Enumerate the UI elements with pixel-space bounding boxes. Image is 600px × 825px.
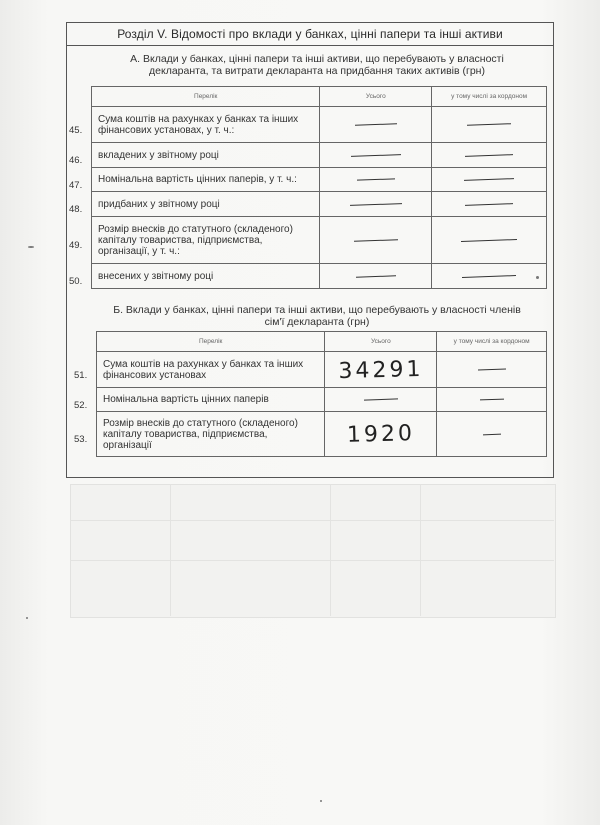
table-row xyxy=(91,264,547,289)
row-total xyxy=(320,264,432,289)
row-number: 50. xyxy=(69,276,83,287)
table-header-row xyxy=(91,87,547,107)
part-a-table xyxy=(69,86,547,289)
dash-mark xyxy=(461,239,517,242)
row-label: Номінальна вартість цінних паперів, у т. ч.: xyxy=(92,168,320,192)
row-total xyxy=(320,107,432,143)
bleed-through-line xyxy=(170,484,171,616)
part-b-table xyxy=(74,331,547,457)
row-number: 51. xyxy=(74,369,88,381)
bleed-through-line xyxy=(70,560,554,561)
dash-mark xyxy=(464,178,514,181)
row-number: 46. xyxy=(69,155,83,166)
bleed-through-line xyxy=(330,484,331,616)
row-label: придбаних у звітному році xyxy=(92,192,320,217)
dash-mark xyxy=(356,275,396,277)
row-abroad xyxy=(437,352,547,388)
row-label: Розмір внесків до статутного (складеного) капіталу товариства, підприємства, організації xyxy=(97,412,325,457)
dash-mark xyxy=(354,239,398,242)
dash-mark xyxy=(350,203,402,206)
header-list: Перелік xyxy=(97,332,325,352)
dash-mark xyxy=(364,398,398,400)
table-row xyxy=(96,352,547,388)
row-label: Сума коштів на рахунках у банках та інших фінансових установах, у т. ч.: xyxy=(92,107,320,143)
row-label: Розмір внесків до статутного (складеного) капіталу товариства, підприємства, організації, у т. ч.: xyxy=(92,217,320,264)
row-number: 52. xyxy=(74,399,88,411)
dash-mark xyxy=(467,123,511,126)
table-row xyxy=(96,412,547,457)
row-abroad xyxy=(437,388,547,412)
row-number: 49. xyxy=(69,240,83,251)
dash-mark xyxy=(351,154,401,157)
row-label: вкладених у звітному році xyxy=(92,143,320,168)
row-number: 48. xyxy=(69,204,83,215)
row-abroad xyxy=(432,168,547,192)
table-header-row xyxy=(96,332,547,352)
dash-mark xyxy=(462,275,516,278)
row-label: внесених у звітному році xyxy=(92,264,320,289)
bleed-through-line xyxy=(420,484,421,616)
row-number: 53. xyxy=(74,434,88,445)
part-b-subtitle: Б. Вклади у банках, цінні папери та інші активи, що перебувають у власності членів сім'ї декларанта (грн) xyxy=(113,304,521,328)
dash-mark xyxy=(483,433,501,435)
row-abroad xyxy=(437,412,547,457)
row-total xyxy=(320,143,432,168)
dash-mark xyxy=(357,178,395,180)
row-abroad xyxy=(432,264,547,289)
row-number: 45. xyxy=(69,124,83,136)
section-title: Розділ V. Відомості про вклади у банках, цінні папери та інші активи xyxy=(67,23,553,46)
scan-speck xyxy=(536,276,539,279)
table-row xyxy=(91,143,547,168)
header-list: Перелік xyxy=(92,87,320,107)
dash-mark xyxy=(465,154,513,157)
dash-mark xyxy=(480,399,504,401)
row-abroad xyxy=(432,107,547,143)
table-row xyxy=(91,192,547,217)
row-label: Сума коштів на рахунках у банках та інших фінансових установах xyxy=(97,352,325,388)
row-total xyxy=(320,217,432,264)
row-number: 47. xyxy=(69,179,83,191)
handwritten-total: 34291 xyxy=(324,350,437,389)
handwritten-total: 1920 xyxy=(324,410,437,458)
scan-speck xyxy=(320,800,322,802)
scan-speck xyxy=(26,617,28,619)
dash-mark xyxy=(478,369,506,371)
header-total: Усього xyxy=(325,332,437,352)
row-abroad xyxy=(432,143,547,168)
header-total: Усього xyxy=(320,87,432,107)
header-abroad: у тому числі за кордоном xyxy=(432,87,547,107)
row-total xyxy=(320,192,432,217)
row-abroad xyxy=(432,217,547,264)
bleed-through-line xyxy=(70,520,554,521)
row-label: Номінальна вартість цінних паперів xyxy=(97,388,325,412)
table-row xyxy=(91,168,547,192)
table-row xyxy=(96,388,547,412)
header-abroad: у тому числі за кордоном xyxy=(437,332,547,352)
row-total xyxy=(325,388,437,412)
scan-speck xyxy=(28,246,34,248)
table-row xyxy=(91,107,547,143)
bleed-through-area xyxy=(70,484,556,618)
dash-mark xyxy=(355,123,397,125)
part-a-subtitle: А. Вклади у банках, цінні папери та інші активи, що перебувають у власності декларанта, та витрати декларанта на придбання таких активів (грн) xyxy=(130,53,504,77)
section-v-frame xyxy=(66,22,554,478)
row-abroad xyxy=(432,192,547,217)
dash-mark xyxy=(465,203,513,206)
table-row xyxy=(91,217,547,264)
row-total xyxy=(320,168,432,192)
